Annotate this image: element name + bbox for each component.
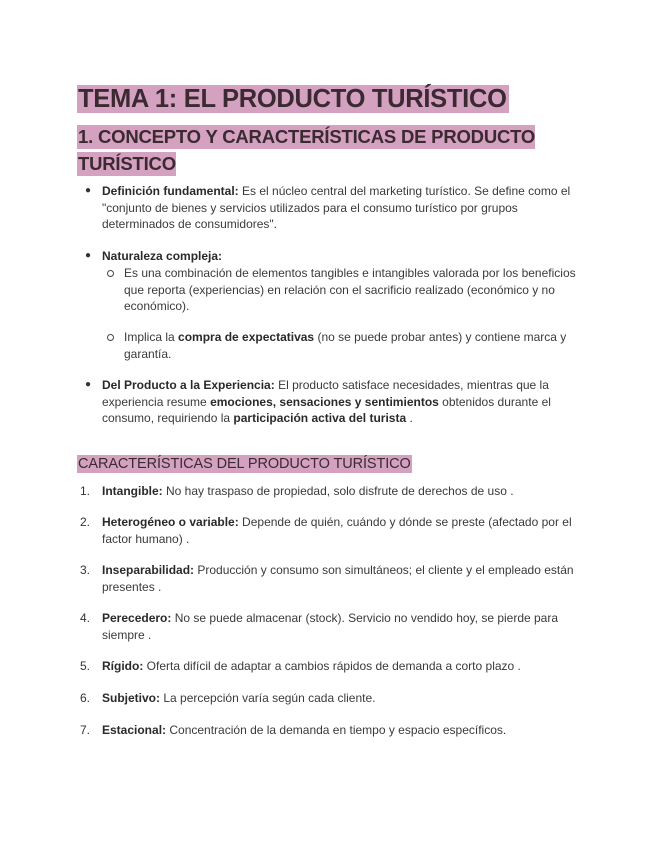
list-item-inseparabilidad [80,562,580,595]
sub-bullet-marker [107,334,114,341]
list-item-text: No hay traspaso de propiedad, solo disfrute de derechos de uso . [162,484,514,498]
bullet-experiencia-text-c: . [406,411,413,426]
list-item-text: La percepción varía según cada cliente. [160,691,376,705]
list-item-term: Heterogéneo o variable: [102,515,239,529]
list-item-term: Estacional: [102,723,167,737]
list-number: 3. [80,563,91,577]
bullet-experiencia-text-b: obtenidos durante el consumo, requiriendo la [102,394,551,426]
list-item-term: Perecedero: [102,611,172,625]
section-heading-concepto [77,123,557,177]
list-item-heterogeneo [80,514,580,547]
bullet-definicion-term: Definición fundamental: [102,184,239,198]
list-number: 7. [80,723,91,737]
list-item-intangible [80,483,580,500]
bullet-experiencia-bold-b: participación activa del turista [233,411,407,426]
list-number: 6. [80,691,91,705]
section-heading-caracteristicas-text: CARACTERÍSTICAS DEL PRODUCTO TURÍSTICO [78,456,411,472]
bullet-definicion [85,183,580,233]
list-item-estacional [80,722,580,739]
list-item-rigido [80,658,580,675]
page-title-text: TEMA 1: EL PRODUCTO TURÍSTICO [78,85,507,113]
subitem-expectativas [124,329,582,362]
list-item-term: Inseparabilidad: [102,563,195,577]
list-number: 4. [80,611,91,625]
list-item-text: Producción y consumo son simultáneos; el cliente y el empleado están presentes . [102,563,574,594]
bullet-naturaleza [85,248,580,265]
sub-bullet-marker [107,270,114,277]
list-item-subjetivo [80,690,580,707]
list-number: 2. [80,515,91,529]
subitem-combinacion [124,265,582,315]
list-item-term: Subjetivo: [102,691,161,705]
bullet-marker: ● [85,379,92,390]
list-item-text: Oferta difícil de adaptar a cambios rápidos de demanda a corto plazo . [143,659,521,673]
bullet-experiencia-term: Del Producto a la Experiencia: [102,378,275,392]
subitem-expectativas-text-a: Implica la [124,330,179,344]
page-title [77,83,509,115]
section-heading-caracteristicas [77,455,412,474]
bullet-definicion-text: Es el núcleo central del marketing turístico. Se define como el "conjunto de bienes y servicios utilizados para el consumo turístico por grupos determinados de consumidores". [102,184,571,232]
bullet-marker: ● [85,250,92,261]
list-item-text: No se puede almacenar (stock). Servicio no vendido hoy, se pierde para siempre . [102,611,559,642]
bullet-experiencia-text-a: El producto satisface necesidades, mientras que la experiencia resume [102,378,549,409]
list-item-perecedero [80,610,580,643]
section-heading-concepto-text: 1. CONCEPTO Y CARACTERÍSTICAS DE PRODUCTO TURÍSTICO [78,126,536,174]
bullet-marker: ● [85,185,92,196]
list-item-text: Concentración de la demanda en tiempo y espacio específicos. [166,723,507,737]
bullet-experiencia-bold-a: emociones, sensaciones y sentimientos [210,394,439,409]
subitem-expectativas-text-b: (no se puede probar antes) y contiene marca y garantía. [124,330,567,361]
bullet-experiencia [85,377,580,427]
list-number: 1. [80,484,91,498]
subitem-expectativas-bold: compra de expectativas [178,330,315,344]
list-item-term: Intangible: [102,484,163,498]
bullet-naturaleza-term: Naturaleza compleja: [102,249,223,263]
list-item-text: Depende de quién, cuándo y dónde se preste (afectado por el factor humano) . [102,515,572,546]
subitem-combinacion-text: Es una combinación de elementos tangibles e intangibles valorada por los beneficios que reporta (experiencias) en relación con el sacrificio realizado (económico y no económico). [124,266,576,314]
list-item-term: Rígido: [102,659,144,673]
list-number: 5. [80,659,91,673]
